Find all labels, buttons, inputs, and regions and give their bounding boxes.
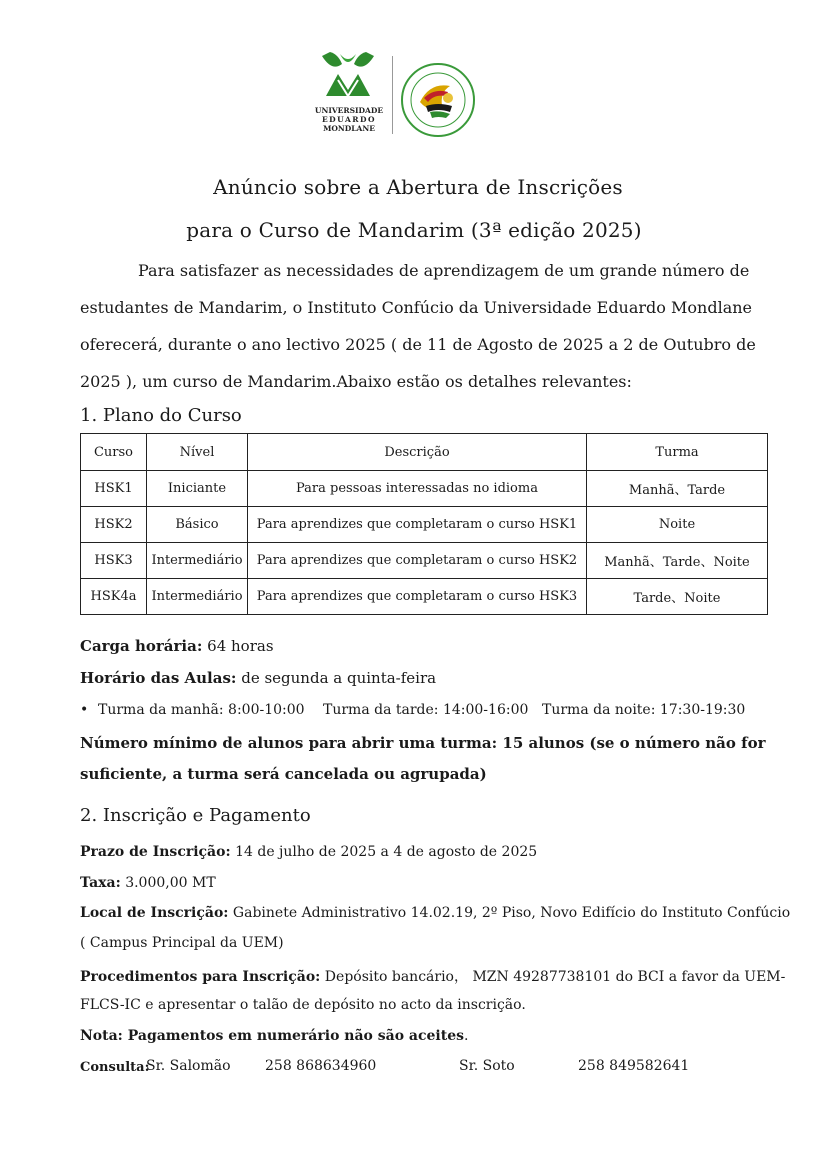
table-cell: Manhã、Tarde、Noite	[587, 543, 768, 579]
table-cell: HSK2	[81, 507, 147, 543]
uem-logo	[310, 48, 388, 140]
contact-name-1: Sr. Salomão	[146, 1058, 231, 1074]
procedimentos-label: Procedimentos para Inscrição:	[80, 969, 321, 985]
column-header: Descrição	[248, 434, 587, 471]
logo-divider	[392, 56, 393, 134]
section-heading-plano: 1. Plano do Curso	[80, 405, 242, 426]
turma-noite: Turma da noite: 17:30-19:30	[542, 702, 746, 718]
minimo-line: suficiente, a turma será cancelada ou agrupada)	[80, 765, 487, 783]
nota-end: .	[464, 1028, 469, 1044]
table-row	[81, 507, 768, 543]
carga-label: Carga horária:	[80, 637, 203, 655]
course-plan-table	[80, 433, 768, 615]
procedimentos-inscricao	[80, 966, 785, 986]
table-header-row	[81, 434, 768, 471]
table-cell: Intermediário	[147, 579, 248, 615]
section-heading-inscricao: 2. Inscrição e Pagamento	[80, 805, 311, 826]
taxa	[80, 875, 216, 891]
confucius-institute-seal-icon	[400, 62, 476, 138]
horario-aulas	[80, 669, 436, 687]
minimo-line: Número mínimo de alunos para abrir uma turma: 15 alunos (se o número não for	[80, 734, 766, 752]
table-cell: HSK3	[81, 543, 147, 579]
turmas-schedule	[80, 702, 745, 718]
table-row	[81, 543, 768, 579]
table-cell: Para aprendizes que completaram o curso HSK2	[248, 543, 587, 579]
table-cell: Para aprendizes que completaram o curso HSK1	[248, 507, 587, 543]
table-cell: Intermediário	[147, 543, 248, 579]
table-row	[81, 471, 768, 507]
intro-line: Para satisfazer as necessidades de aprendizagem de um grande número de	[138, 261, 750, 280]
procedimentos-cont: FLCS-IC e apresentar o talão de depósito no acto da inscrição.	[80, 997, 526, 1013]
table-cell: Para pessoas interessadas no idioma	[248, 471, 587, 507]
table-cell: Para aprendizes que completaram o curso HSK3	[248, 579, 587, 615]
column-header: Nível	[147, 434, 248, 471]
intro-line: estudantes de Mandarim, o Instituto Confúcio da Universidade Eduardo Mondlane	[80, 298, 752, 317]
intro-line: oferecerá, durante o ano lectivo 2025 ( de 11 de Agosto de 2025 a 2 de Outubro de	[80, 335, 756, 354]
turma-tarde: Turma da tarde: 14:00-16:00	[323, 702, 529, 718]
carga-value: 64 horas	[202, 637, 274, 655]
table-cell: HSK4a	[81, 579, 147, 615]
horario-label: Horário das Aulas:	[80, 669, 237, 687]
prazo-label: Prazo de Inscrição:	[80, 844, 231, 860]
header-logos	[310, 48, 490, 144]
contact-name-2: Sr. Soto	[459, 1058, 515, 1074]
table-row	[81, 579, 768, 615]
table-cell: Básico	[147, 507, 248, 543]
table-cell: Noite	[587, 507, 768, 543]
local-inscricao-cont: ( Campus Principal da UEM)	[80, 935, 284, 951]
horario-value: de segunda a quinta-feira	[236, 669, 437, 687]
taxa-value: 3.000,00 MT	[120, 875, 216, 891]
table-cell: Tarde、Noite	[587, 579, 768, 615]
prazo-inscricao	[80, 844, 537, 860]
table-cell: HSK1	[81, 471, 147, 507]
prazo-value: 14 de julho de 2025 a 4 de agosto de 2025	[230, 844, 538, 860]
bullet-icon: •	[80, 702, 89, 718]
procedimentos-value: Depósito bancário， MZN 49287738101 do BCI a favor da UEM-	[320, 969, 786, 985]
column-header: Turma	[587, 434, 768, 471]
table-cell: Iniciante	[147, 471, 248, 507]
minimo-alunos-note	[80, 728, 766, 790]
uem-logo-text: UNIVERSIDADE EDUARDO MONDLANE	[314, 106, 384, 133]
nota-label: Nota: Pagamentos em numerário não são aceites	[80, 1028, 464, 1044]
contact-phone-2: 258 849582641	[578, 1058, 690, 1074]
table-cell: Manhã、Tarde	[587, 471, 768, 507]
carga-horaria	[80, 637, 274, 655]
title-line-1: Anúncio sobre a Abertura de Inscrições	[213, 175, 623, 199]
local-value: Gabinete Administrativo 14.02.19, 2º Piso, Novo Edifício do Instituto Confúcio	[228, 905, 791, 921]
nota-pagamentos	[80, 1028, 468, 1044]
column-header: Curso	[81, 434, 147, 471]
uem-emblem-icon	[318, 50, 378, 100]
title-line-2: para o Curso de Mandarim (3ª edição 2025)	[186, 218, 642, 242]
local-label: Local de Inscrição:	[80, 905, 229, 921]
turma-manha: Turma da manhã: 8:00-10:00	[98, 702, 305, 718]
local-inscricao	[80, 905, 790, 921]
contact-phone-1: 258 868634960	[265, 1058, 377, 1074]
consulta-label: Consulta:	[80, 1060, 150, 1075]
taxa-label: Taxa:	[80, 875, 121, 891]
intro-line: 2025 ), um curso de Mandarim.Abaixo estão os detalhes relevantes:	[80, 372, 632, 391]
intro-paragraph	[80, 252, 756, 400]
